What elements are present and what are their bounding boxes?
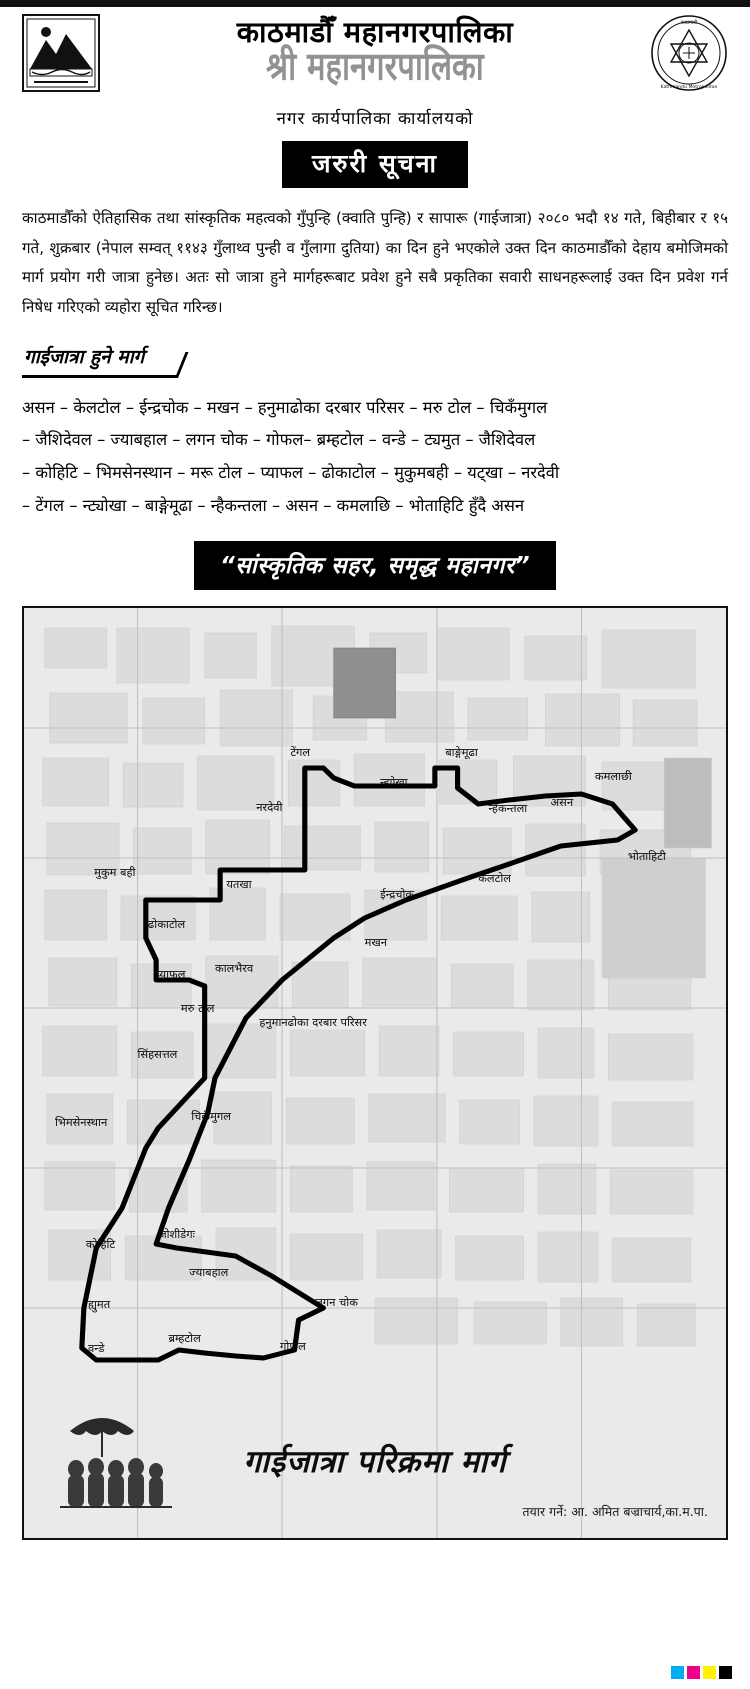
map-label: मरु टोल <box>180 1001 215 1015</box>
org-title-shadow: श्री महानगरपालिका <box>266 44 484 90</box>
color-swatch-cyan <box>671 1666 684 1679</box>
map-label: चिकँमुगल <box>191 1109 231 1123</box>
map-label: ह्युमत <box>88 1297 111 1311</box>
color-swatch-yellow <box>703 1666 716 1679</box>
color-swatch-black <box>719 1666 732 1679</box>
map-label: ईन्द्रचोक <box>380 887 415 901</box>
map-label: मखन <box>364 935 388 949</box>
title-block <box>108 15 642 90</box>
map-label: कोहिटि <box>85 1237 116 1251</box>
notice-paragraph: काठमाडौँको ऐतिहासिक तथा सांस्कृतिक महत्वको गुँपुन्हि (क्वाति पुन्हि) र सापारू (गाईजात्रा) २०८० भदौ १४ गते, बिहीबार र १५ गते, शुक्रबार (नेपाल सम्वत् ११४३ गुँलाथ्व पुन्ही व गुँलागा दुतिया) का दिन हुने भएकोले उक्त दिन काठमाडौँको देहाय बमोजिमको मार्ग प्रयोग गरी जात्रा हुनेछ। अतः सो जात्रा हुने मार्गहरूबाट प्रवेश हुने सबै प्रकृतिका सवारी साधनहरूलाई उक्त दिन प्रवेश गर्न निषेध गरिएको व्यहोरा सूचित गरिन्छ। <box>22 209 728 316</box>
map-credit: तयार गर्ने: आ. अमित बज्राचार्य,का.म.पा. <box>522 1503 708 1519</box>
map-label: भिमसेनस्थान <box>54 1115 108 1129</box>
map-label: हनुमानढोका दरबार परिसर <box>259 1015 367 1029</box>
route-line: – टेंगल – न्ट्योखा – बाङ्गेमूढा – न्हैकन्तला – असन – कमलाछि – भोताहिटि हुँदै असन <box>22 496 525 515</box>
map-label: ब्रम्हटोल <box>168 1331 201 1345</box>
route-line: – कोहिटि – भिमसेनस्थान – मरू टोल – प्याफल – ढोकाटोल – मुकुमबही – यट्खा – नरदेवी <box>22 463 560 483</box>
nepal-government-emblem-icon <box>22 14 100 92</box>
map-label: मुकुम बही <box>94 865 136 879</box>
map-label: न्हैकन्तला <box>488 801 528 815</box>
map-label: प्याफल <box>156 967 186 981</box>
color-swatch-magenta <box>687 1666 700 1679</box>
map-label: सिंहसत्तल <box>137 1047 178 1061</box>
map-label: गोफल <box>280 1339 306 1353</box>
map-label: असन <box>550 795 574 809</box>
route-list <box>22 392 728 523</box>
office-line: नगर कार्यपालिका कार्यालयको <box>276 109 474 129</box>
route-map <box>22 606 728 1540</box>
route-line: – जैशिदेवल – ज्याबहाल – लगन चोक – गोफल– ब्रम्हटोल – वन्डे – ट्यमुत – जैशिदेवल <box>22 430 536 450</box>
map-label: बाङ्गेमूढा <box>445 745 478 759</box>
map-label: नरदेवी <box>256 800 283 814</box>
map-label: कालभैरव <box>214 961 254 975</box>
org-title: काठमाडौँ महानगरपालिका <box>236 15 514 49</box>
map-label: टेंगल <box>290 745 311 759</box>
route-heading-wrap <box>22 341 728 378</box>
print-color-marks <box>671 1666 732 1679</box>
map-label: वन्डे <box>88 1341 105 1355</box>
svg-text:काठमाडौं: काठमाडौं <box>680 20 698 26</box>
map-label: ज्याबहाल <box>189 1265 229 1279</box>
map-label: यतखा <box>226 877 252 891</box>
slogan-wrap <box>22 541 728 590</box>
map-caption: गाईजात्रा परिक्रमा मार्ग <box>243 1443 507 1480</box>
map-label: न्ह्योखा <box>380 775 408 789</box>
route-heading: गाईजात्रा हुने मार्ग <box>22 341 178 378</box>
map-label: जोशीडेगः <box>158 1227 195 1241</box>
notice-badge: जरुरी सूचना <box>282 141 468 188</box>
slogan-banner: “सांस्कृतिक सहर, समृद्ध महानगर” <box>194 541 556 590</box>
kathmandu-metropolitan-seal-icon <box>650 14 728 92</box>
route-line: असन – केलटोल – ईन्द्रचोक – मखन – हनुमाढोका दरबार परिसर – मरु टोल – चिकँमुगल <box>22 397 548 417</box>
header <box>22 14 728 92</box>
svg-text:Kathmandu Metropolitan: Kathmandu Metropolitan <box>660 85 718 90</box>
notice-badge-wrap <box>22 141 728 188</box>
map-label: केलटोल <box>478 871 511 885</box>
map-label: ढोकाटोल <box>147 917 186 931</box>
map-label: भोताहिटी <box>627 849 666 863</box>
map-label: लगन चोक <box>315 1295 358 1309</box>
map-label: कमलाछी <box>594 769 632 783</box>
